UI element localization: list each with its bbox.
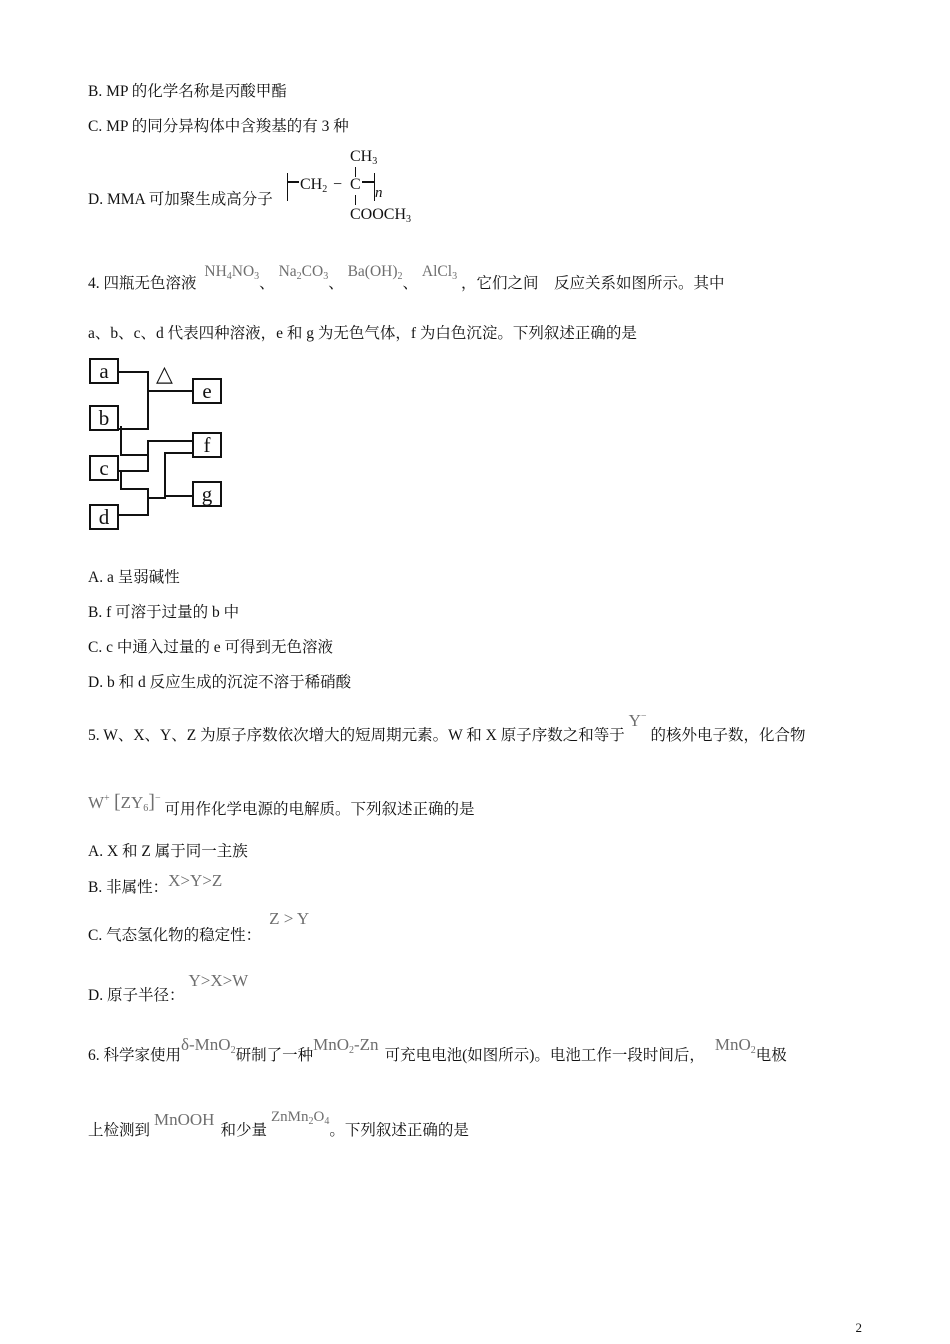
q4-intro: 4. 四瓶无色溶液: [88, 275, 197, 292]
polymer-n: n: [375, 185, 383, 201]
connector-cd-h: [120, 488, 148, 490]
q6-formula-mno2-zn: MnO$_2$-Zn: [313, 1035, 379, 1056]
connector-cd-to-g: [147, 497, 166, 499]
q5-option-c-expr: Z > Y: [269, 909, 310, 928]
connector-a: [118, 371, 148, 373]
q5-stem-part2: 的核外电子数，化合物: [650, 727, 806, 744]
q5-option-d-expr: Y>X>W: [188, 971, 249, 990]
q6-formula-mnooh: MnOOH: [154, 1110, 215, 1129]
q4-stem-line1: 4. 四瓶无色溶液 $NH_4NO_3$、 $Na_2CO_3$、 $Ba(OH)_2$、 AlCl$_3$ ，它们之间 反应关系如图所示。其中: [88, 263, 725, 292]
connector-bc-h: [120, 454, 148, 456]
q5-compound: W+ $[ZY_6]^-$: [88, 791, 161, 814]
q6-formula-znmn2o4: $ZnMn_2O_4$: [270, 1109, 330, 1127]
polymer-bracket-left: [287, 173, 294, 201]
q5-stem-line2: [88, 791, 475, 825]
heat-triangle-icon: △: [156, 361, 173, 386]
connector-bc-vertical: [147, 440, 149, 472]
q5-stem-part3: 可用作化学电源的电解质。下列叙述正确的是: [164, 801, 475, 818]
q6-formula-mno2-electrode: MnO$_2$: [714, 1035, 756, 1056]
q5-option-c: C. 气态氢化物的稳定性：Z > Y: [88, 909, 310, 944]
q3-option-c: C. MP 的同分异构体中含羧基的有 3 种: [88, 118, 349, 135]
diagram-box-c: c: [89, 455, 119, 481]
diagram-box-b: b: [89, 405, 119, 431]
connector-to-f: [147, 440, 192, 442]
polymer-dash: −: [333, 176, 343, 193]
diagram-box-e: e: [192, 378, 222, 404]
polymer-bracket-right: [368, 173, 375, 201]
q4-option-a: A. a 呈弱碱性: [88, 569, 180, 586]
connector-cd-vertical: [147, 488, 149, 516]
q5-option-a: A. X 和 Z 属于同一主族: [88, 843, 248, 860]
q5-stem-line1: [88, 711, 806, 746]
connector-to-e: [147, 390, 192, 392]
connector-fg-top: [164, 452, 192, 454]
q4-formula-na2co3: $Na_2CO_3$: [278, 263, 329, 282]
q4-formula-alcl3: AlCl$_3$: [421, 263, 458, 282]
q6-stem-line2: 上检测到MnOOH和少量$ZnMn_2O_4$。下列叙述正确的是: [88, 1109, 469, 1139]
diagram-box-d: d: [89, 504, 119, 530]
q5-ion-y: Y−: [628, 711, 647, 730]
connector-b-top: [118, 428, 148, 430]
q5-option-b-expr: X>Y>Z: [168, 871, 223, 890]
connector-c: [118, 470, 148, 472]
page-number: 2: [855, 1320, 862, 1335]
polymer-bottom-group: $COOCH_3$: [350, 206, 412, 225]
diagram-box-a: a: [89, 358, 119, 384]
connector-ab-vertical: [147, 371, 149, 430]
q5-option-d: D. 原子半径：Y>X>W: [88, 971, 249, 1004]
polymer-top-group: $CH_3$: [350, 148, 378, 167]
q4-formula-nh4no3: $NH_4NO_3$: [204, 263, 260, 282]
q4-formula-baoh2: $Ba(OH)_2$: [347, 263, 403, 282]
q4-option-d: D. b 和 d 反应生成的沉淀不溶于稀硝酸: [88, 674, 352, 691]
connector-c-down: [120, 470, 122, 490]
connector-b-down: [120, 426, 122, 456]
q4-stem-line2: a、b、c、d 代表四种溶液，e 和 g 为无色气体，f 为白色沉淀。下列叙述正确的是: [88, 325, 637, 342]
polymer-bond-bottom: [355, 195, 356, 205]
q6-stem-line1: 6. 科学家使用δ-MnO$_2$研制了一种MnO$_2$-Zn可充电电池(如图所示)。电池工作一段时间后，MnO$_2$电极: [88, 1035, 787, 1064]
q5-stem-part1: 5. W、X、Y、Z 为原子序数依次增大的短周期元素。W 和 X 原子序数之和等于: [88, 727, 625, 744]
q5-option-b: B. 非属性：X>Y>Z: [88, 871, 223, 896]
q4-option-c: C. c 中通入过量的 e 可得到无色溶液: [88, 639, 333, 656]
polymer-center-carbon: C: [350, 176, 361, 193]
q4-option-b: B. f 可溶于过量的 b 中: [88, 604, 240, 621]
diagram-box-f: f: [192, 432, 222, 458]
polymer-bond-left: [287, 181, 299, 183]
connector-fg-vertical: [164, 452, 166, 497]
q4-intro-after: ，它们之间 反应关系如图所示。其中: [460, 275, 725, 292]
connector-to-g: [164, 495, 192, 497]
polymer-ch2: $CH_2$: [300, 176, 328, 195]
connector-d: [118, 514, 148, 516]
q3-option-b: B. MP 的化学名称是丙酸甲酯: [88, 83, 287, 100]
diagram-box-g: g: [192, 481, 222, 507]
q3-option-d: D. MMA 可加聚生成高分子: [88, 191, 273, 208]
q6-formula-delta-mno2: δ-MnO$_2$: [181, 1035, 236, 1056]
